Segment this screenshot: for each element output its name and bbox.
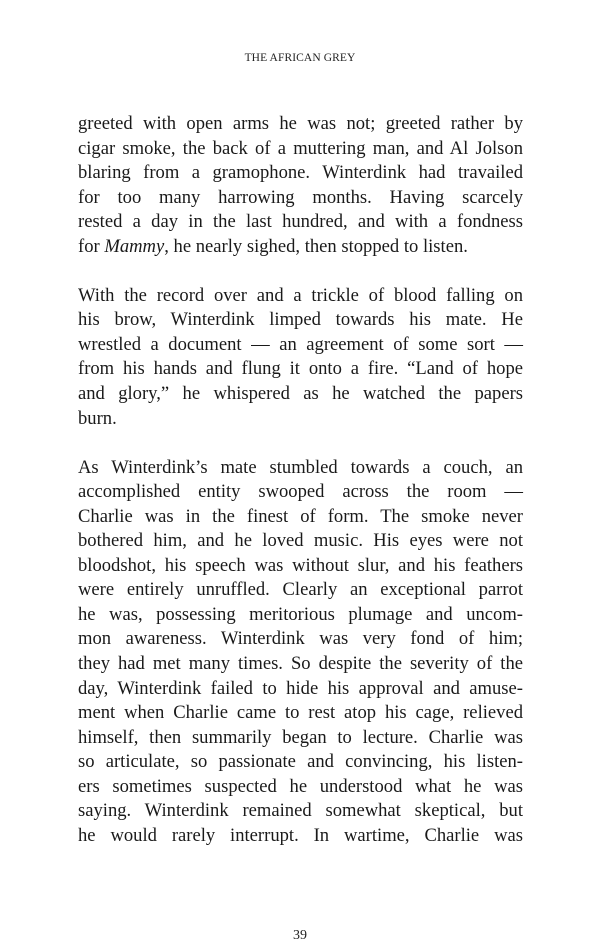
text-line: accomplished entity swooped across the room — xyxy=(78,481,523,503)
text-line: from his hands and flung it onto a fire. “Land of hope xyxy=(78,358,523,380)
text-line: his brow, Winterdink limped towards his mate. He xyxy=(78,309,523,331)
text-line: himself, then summarily began to lecture. Charlie was xyxy=(78,726,523,748)
body-text xyxy=(78,112,523,873)
text-fragment: for xyxy=(78,235,105,257)
paragraph xyxy=(78,284,523,431)
text-line: As Winterdink’s mate stumbled towards a couch, an xyxy=(78,456,523,478)
running-head: THE AFRICAN GREY xyxy=(244,52,356,64)
text-line: greeted with open arms he was not; greeted rather by xyxy=(78,113,523,134)
text-line: they had met many times. So despite the severity of the xyxy=(78,653,523,675)
text-line: saying. Winterdink remained somewhat skeptical, but xyxy=(78,800,523,822)
paragraph xyxy=(78,456,523,849)
text-fragment: , he nearly sighed, then stopped to listen. xyxy=(164,235,468,257)
text-line: bothered him, and he loved music. His eyes were not xyxy=(78,530,523,552)
text-line: burn. xyxy=(78,407,117,429)
text-line: he was, possessing meritorious plumage and uncom- xyxy=(78,603,523,625)
text-line: With the record over and a trickle of blood falling on xyxy=(78,284,523,306)
text-line: rested a day in the last hundred, and with a fondness xyxy=(78,211,523,233)
text-line: ment when Charlie came to rest atop his cage, relieved xyxy=(78,702,523,724)
paragraph xyxy=(78,112,523,259)
page-number: 39 xyxy=(293,928,307,943)
text-line xyxy=(78,235,523,260)
text-line: so articulate, so passionate and convincing, his listen- xyxy=(78,751,523,773)
text-line: cigar smoke, the back of a muttering man, and Al Jolson xyxy=(78,137,523,159)
text-line: mon awareness. Winterdink was very fond of him; xyxy=(78,628,523,650)
italic-title: Mammy xyxy=(104,235,165,257)
text-line: day, Winterdink failed to hide his approval and amuse- xyxy=(78,677,523,699)
text-line: bloodshot, his speech was without slur, and his feathers xyxy=(78,554,523,576)
text-line: for too many harrowing months. Having scarcely xyxy=(78,186,523,208)
text-line: were entirely unruffled. Clearly an exceptional parrot xyxy=(78,579,523,601)
text-line: Charlie was in the finest of form. The smoke never xyxy=(78,505,523,527)
text-line: ers sometimes suspected he understood what he was xyxy=(78,775,523,797)
text-line: wrestled a document — an agreement of some sort — xyxy=(78,333,523,355)
text-line: he would rarely interrupt. In wartime, Charlie was xyxy=(78,824,523,846)
text-line: blaring from a gramophone. Winterdink had travailed xyxy=(78,162,523,184)
text-line: and glory,” he whispered as he watched the papers xyxy=(78,383,523,405)
